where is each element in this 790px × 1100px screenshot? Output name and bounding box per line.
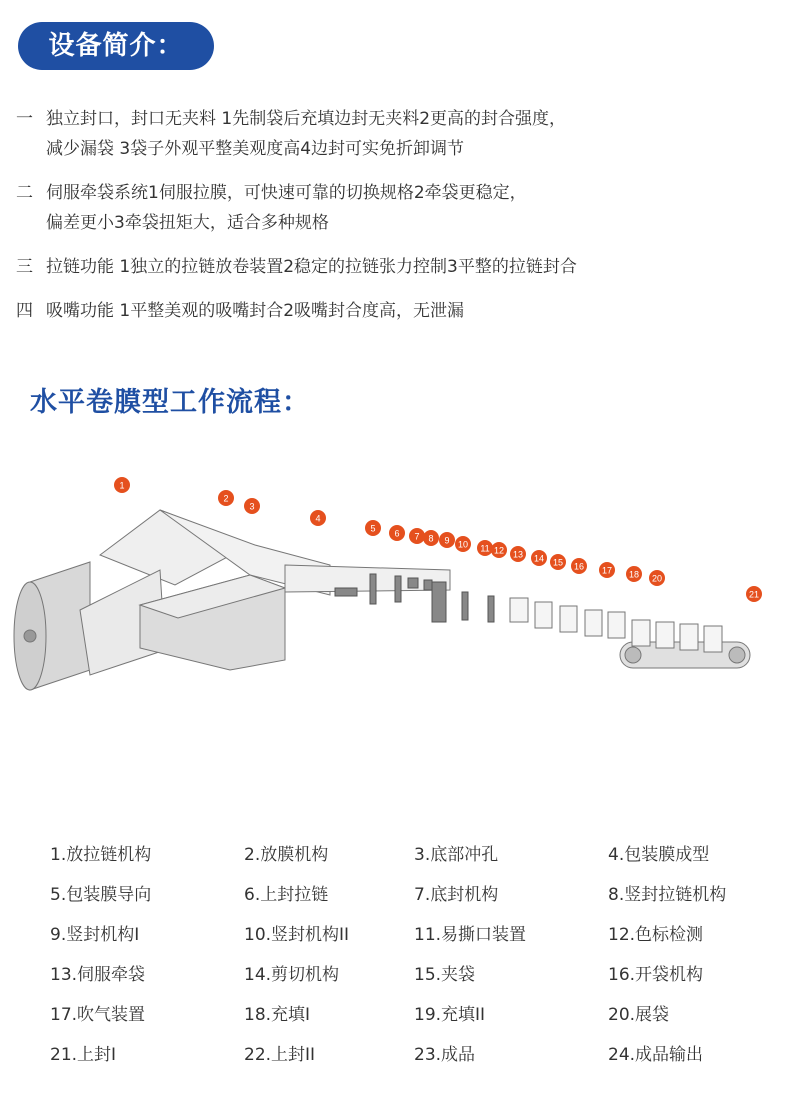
callout-marker-label: 8 xyxy=(428,533,434,544)
callout-marker-label: 6 xyxy=(394,528,400,539)
section-title: 设备简介： xyxy=(48,31,184,61)
legend-item: 17.吹气装置 xyxy=(50,1005,146,1025)
bag xyxy=(510,598,528,622)
feature-list xyxy=(16,104,776,340)
callout-marker-label: 2 xyxy=(223,493,229,504)
legend-item: 4.包装膜成型 xyxy=(608,845,710,865)
sealing-unit xyxy=(462,592,468,620)
sealing-unit xyxy=(424,580,432,590)
bag xyxy=(680,624,698,650)
legend-item: 20.展袋 xyxy=(608,1005,670,1025)
sealing-unit xyxy=(432,582,446,622)
conveyor-roller xyxy=(729,647,745,663)
callout-marker-label: 20 xyxy=(651,573,663,584)
feature-text: 偏差更小3牵袋扭矩大，适合多种规格 xyxy=(46,213,329,233)
bag xyxy=(608,612,625,638)
callout-marker-label: 11 xyxy=(480,543,490,554)
feature-item xyxy=(16,104,776,164)
callout-marker-label: 5 xyxy=(370,523,376,534)
legend-item: 8.竖封拉链机构 xyxy=(608,885,727,905)
film-roll-axle xyxy=(24,630,36,642)
legend-item: 24.成品输出 xyxy=(608,1045,704,1065)
feature-number: 四 xyxy=(16,301,33,321)
callout-marker-label: 3 xyxy=(249,501,255,512)
legend-item: 18.充填I xyxy=(244,1005,311,1025)
legend-item: 12.色标检测 xyxy=(608,925,704,945)
legend-item: 14.剪切机构 xyxy=(244,965,340,985)
workflow-title: 水平卷膜型工作流程： xyxy=(30,387,310,418)
callout-marker-label: 14 xyxy=(533,553,545,564)
feature-number: 一 xyxy=(16,109,33,129)
legend-item: 5.包装膜导向 xyxy=(50,885,152,905)
sealing-unit xyxy=(408,578,418,588)
bag xyxy=(535,602,552,628)
feature-text: 拉链功能 1独立的拉链放卷装置2稳定的拉链张力控制3平整的拉链封合 xyxy=(46,257,577,277)
feature-item xyxy=(16,252,776,282)
callout-marker-label: 15 xyxy=(552,557,564,568)
legend-item: 13.伺服牵袋 xyxy=(50,965,146,985)
sealing-unit xyxy=(488,596,494,622)
bag xyxy=(704,626,722,652)
legend-item: 6.上封拉链 xyxy=(244,885,329,905)
bag xyxy=(632,620,650,646)
callout-marker-label: 9 xyxy=(444,535,450,546)
legend-item: 22.上封II xyxy=(244,1045,316,1065)
callout-marker-label: 21 xyxy=(748,589,760,600)
callout-marker-label: 1 xyxy=(119,480,125,491)
conveyor-roller xyxy=(625,647,641,663)
legend-item: 16.开袋机构 xyxy=(608,965,704,985)
feature-item xyxy=(16,296,776,326)
callout-marker-label: 4 xyxy=(315,513,321,524)
legend-item: 19.充填II xyxy=(414,1005,486,1025)
bag xyxy=(560,606,577,632)
feature-number: 三 xyxy=(16,257,33,277)
legend-item: 21.上封I xyxy=(50,1045,117,1065)
legend-item: 7.底封机构 xyxy=(414,885,499,905)
bag xyxy=(656,622,674,648)
workflow-diagram xyxy=(0,470,790,710)
feature-text: 减少漏袋 3袋子外观平整美观度高4边封可实免折卸调节 xyxy=(46,139,465,159)
feature-text: 伺服牵袋系统1伺服拉膜，可快速可靠的切换规格2牵袋更稳定， xyxy=(46,183,527,203)
legend-item: 11.易撕口装置 xyxy=(414,925,527,945)
feature-item xyxy=(16,178,776,238)
bag xyxy=(585,610,602,636)
callout-marker-label: 18 xyxy=(628,569,640,580)
callout-marker-label: 10 xyxy=(457,539,469,550)
callout-marker-label: 16 xyxy=(573,561,585,572)
feature-text: 吸嘴功能 1平整美观的吸嘴封合2吸嘴封合度高，无泄漏 xyxy=(46,301,465,321)
sealing-unit xyxy=(335,588,357,596)
feature-text: 独立封口，封口无夹料 1先制袋后充填边封无夹料2更高的封合强度， xyxy=(46,109,567,129)
legend-item: 10.竖封机构II xyxy=(244,925,350,945)
callout-marker-label: 7 xyxy=(414,531,420,542)
sealing-unit xyxy=(370,574,376,604)
sealing-unit xyxy=(395,576,401,602)
feature-number: 二 xyxy=(16,183,33,203)
callout-marker-label: 13 xyxy=(512,549,524,560)
section-title-badge xyxy=(18,22,214,70)
legend-item: 23.成品 xyxy=(414,1045,476,1065)
legend-item: 9.竖封机构I xyxy=(50,925,140,945)
callout-marker-label: 12 xyxy=(493,545,505,556)
legend-item: 3.底部冲孔 xyxy=(414,845,499,865)
legend-item: 1.放拉链机构 xyxy=(50,845,152,865)
legend-item: 2.放膜机构 xyxy=(244,845,329,865)
legend-item: 15.夹袋 xyxy=(414,965,476,985)
callout-marker-label: 17 xyxy=(601,565,613,576)
